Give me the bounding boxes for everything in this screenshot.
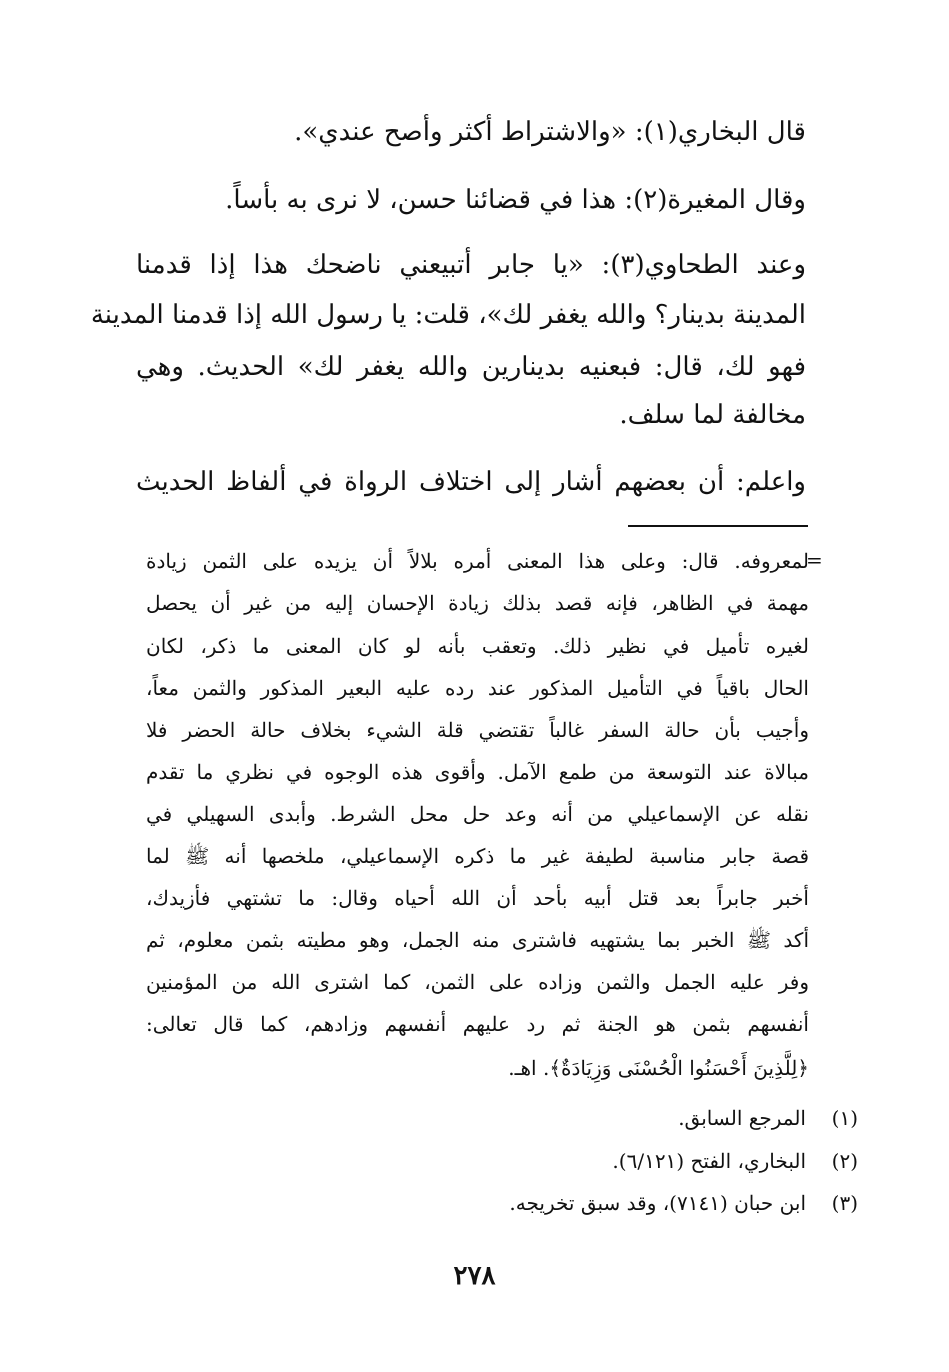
footnote-line-9: أخبر جابراً بعد قتل أبيه بأحد أن الله أحياه وقال: ما تشتهي فأزيدك، xyxy=(146,886,809,910)
footnote-line-5: وأجيب بأن حالة السفر غالباً تقتضي قلة الشيء بخلاف حالة الحضر فلا xyxy=(146,718,809,742)
footnote-line-7: نقله عن الإسماعيلي من أنه وعد حل محل الشرط. وأبدى السهيلي في xyxy=(146,802,809,826)
main-paragraph-line-3: وعند الطحاوي(٣): «يا جابر أتبيعني ناضحك هذا إذا قدمنا xyxy=(136,250,806,280)
footnote-2 xyxy=(612,1145,858,1177)
footnote-number: (١) xyxy=(831,1106,858,1130)
main-paragraph-line-7: واعلم: أن بعضهم أشار إلى اختلاف الرواة في ألفاظ الحديث xyxy=(136,467,806,497)
main-paragraph-line-4: المدينة بدينار؟ والله يغفر لك»، قلت: يا رسول الله إذا قدمنا المدينة xyxy=(90,300,806,330)
footnote-text: ابن حبان (٧١٤١)، وقد سبق تخريجه. xyxy=(509,1191,806,1215)
footnote-line-1: لمعروفه. قال: وعلى هذا المعنى أمره بلالاً أن يزيده على الثمن زيادة xyxy=(146,549,809,573)
footnote-line-8: قصة جابر مناسبة لطيفة غير ما ذكره الإسماعيلي، ملخصها أنه ﷺ لما xyxy=(146,844,809,868)
footnote-continuation-mark: = xyxy=(806,548,823,572)
footnote-1 xyxy=(678,1102,858,1134)
footnote-line-10: أكد ﷺ الخبر بما يشتهيه فاشترى منه الجمل، وهو مطيته بثمن معلوم، ثم xyxy=(146,928,809,952)
page-number: ٢٧٨ xyxy=(453,1261,496,1291)
footnote-line-3: لغيره تأميل في نظير ذلك. وتعقب بأنه لو كان المعنى ما ذكر، لكان xyxy=(146,634,809,658)
main-paragraph-line-1: قال البخاري(١): «والاشتراط أكثر وأصح عندي». xyxy=(294,117,806,147)
main-paragraph-line-6: مخالفة لما سلف. xyxy=(619,400,806,430)
footnote-3 xyxy=(509,1187,858,1219)
footnote-line-6: مبالاة عند التوسعة من طمع الآمل. وأقوى هذه الوجوه في نظري ما تقدم xyxy=(146,760,809,784)
footnote-line-11: وفر عليه الجمل والثمن وزاده على الثمن، كما اشترى الله من المؤمنين xyxy=(146,970,809,994)
main-paragraph-line-2: وقال المغيرة(٢): هذا في قضائنا حسن، لا نرى به بأساً. xyxy=(225,185,806,215)
footnote-quran-verse-line: ﴿لِلَّذِينَ أَحْسَنُوا الْحُسْنَى وَزِيَادَةٌ﴾. اهـ. xyxy=(508,1056,809,1080)
footnote-separator xyxy=(628,525,808,527)
footnote-text: المرجع السابق. xyxy=(678,1106,806,1130)
footnote-line-12: أنفسهم بثمن هو الجنة ثم رد عليهم أنفسهم وزادهم، كما قال تعالى: xyxy=(146,1012,809,1036)
footnote-number: (٢) xyxy=(831,1149,858,1173)
footnote-line-2: مهمة في الظاهر، فإنه قصد بذلك زيادة الإحسان إليه من غير أن يحصل xyxy=(146,591,809,615)
main-paragraph-line-5: فهو لك، قال: فبعنيه بدينارين والله يغفر لك» الحديث. وهي xyxy=(136,352,806,382)
footnote-text: البخاري، الفتح (٦/١٢١). xyxy=(612,1149,806,1173)
footnote-number: (٣) xyxy=(831,1191,858,1215)
footnote-line-4: الحال باقياً في التأميل المذكور عند رده عليه البعير المذكور والثمن معاً، xyxy=(146,676,809,700)
